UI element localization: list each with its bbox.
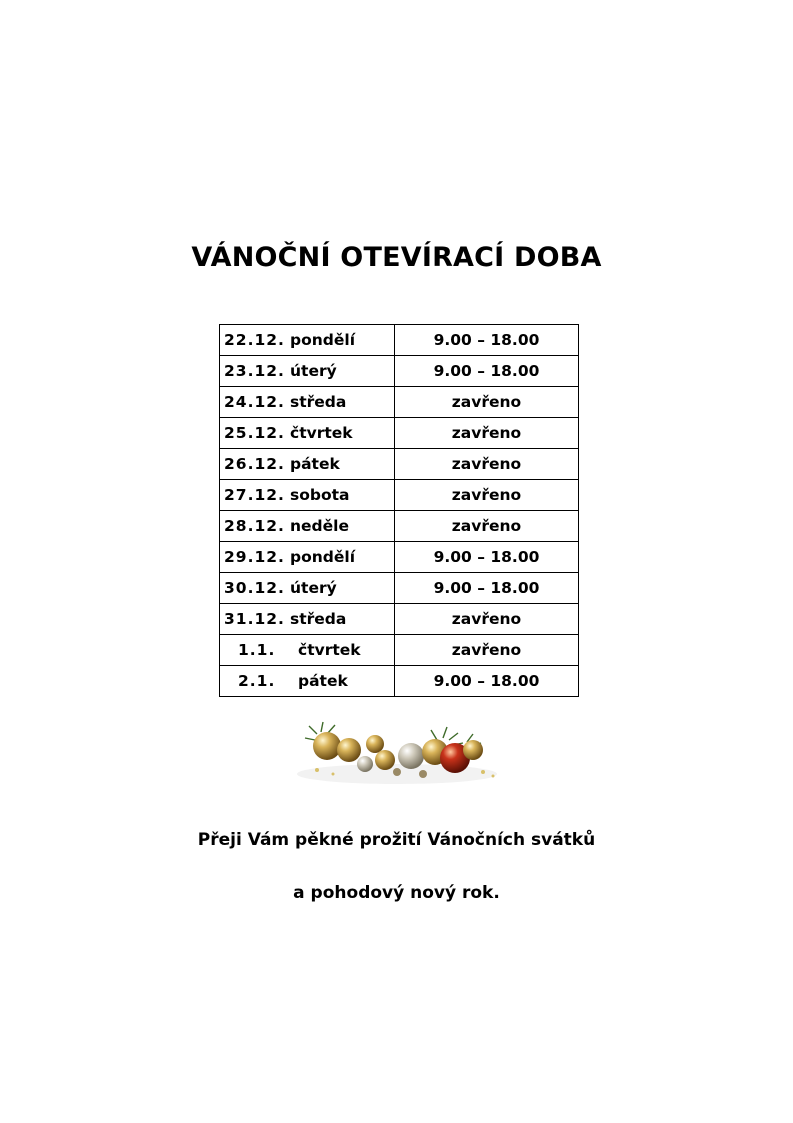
date-day-cell: [220, 573, 395, 604]
opening-hours-table: [219, 324, 579, 697]
weekday-text: pondělí: [290, 548, 356, 566]
date-text: 25.12.: [224, 424, 285, 442]
date-day-cell: [220, 604, 395, 635]
hours-cell: zavřeno: [395, 480, 579, 511]
schedule-row: [220, 480, 579, 511]
schedule-row: [220, 511, 579, 542]
schedule-row: [220, 418, 579, 449]
hours-cell: zavřeno: [395, 418, 579, 449]
hours-cell: 9.00 – 18.00: [395, 573, 579, 604]
weekday-text: úterý: [290, 362, 337, 380]
date-day-cell: [220, 542, 395, 573]
schedule-row: [220, 542, 579, 573]
weekday-text: sobota: [290, 486, 350, 504]
date-day-cell: [220, 511, 395, 542]
schedule-row: [220, 325, 579, 356]
date-text: 22.12.: [224, 331, 285, 349]
hours-cell: 9.00 – 18.00: [395, 542, 579, 573]
hours-cell: zavřeno: [395, 511, 579, 542]
schedule-row: [220, 449, 579, 480]
schedule-row: [220, 604, 579, 635]
date-text: 23.12.: [224, 362, 285, 380]
hours-cell: zavřeno: [395, 635, 579, 666]
schedule-row: [220, 666, 579, 697]
hours-cell: zavřeno: [395, 449, 579, 480]
date-text: 27.12.: [224, 486, 285, 504]
date-text: 1.1.: [238, 641, 276, 659]
date-day-cell: [220, 635, 395, 666]
date-day-cell: [220, 325, 395, 356]
hours-cell: 9.00 – 18.00: [395, 325, 579, 356]
christmas-ornaments-image: [287, 712, 509, 808]
weekday-text: pondělí: [290, 331, 356, 349]
date-text: 2.1.: [238, 672, 276, 690]
date-day-cell: [220, 356, 395, 387]
weekday-text: úterý: [290, 579, 337, 597]
weekday-text: pátek: [290, 455, 340, 473]
schedule-row: [220, 356, 579, 387]
hours-cell: 9.00 – 18.00: [395, 666, 579, 697]
page-title: VÁNOČNÍ OTEVÍRACÍ DOBA: [191, 242, 602, 273]
date-day-cell: [220, 418, 395, 449]
weekday-text: středa: [290, 393, 347, 411]
schedule-row: [220, 387, 579, 418]
schedule-row: [220, 573, 579, 604]
date-text: 24.12.: [224, 393, 285, 411]
greeting-line-2: a pohodový nový rok.: [293, 883, 500, 903]
hours-cell: zavřeno: [395, 387, 579, 418]
date-text: 29.12.: [224, 548, 285, 566]
date-text: 26.12.: [224, 455, 285, 473]
schedule-row: [220, 635, 579, 666]
date-text: 31.12.: [224, 610, 285, 628]
weekday-text: středa: [290, 610, 347, 628]
date-day-cell: [220, 480, 395, 511]
weekday-text: neděle: [290, 517, 349, 535]
hours-cell: 9.00 – 18.00: [395, 356, 579, 387]
date-text: 28.12.: [224, 517, 285, 535]
date-day-cell: [220, 666, 395, 697]
date-text: 30.12.: [224, 579, 285, 597]
date-day-cell: [220, 449, 395, 480]
weekday-text: čtvrtek: [298, 641, 361, 659]
greeting-line-1: Přeji Vám pěkné prožití Vánočních svátků: [197, 830, 596, 850]
weekday-text: čtvrtek: [290, 424, 353, 442]
date-day-cell: [220, 387, 395, 418]
hours-cell: zavřeno: [395, 604, 579, 635]
weekday-text: pátek: [298, 672, 348, 690]
